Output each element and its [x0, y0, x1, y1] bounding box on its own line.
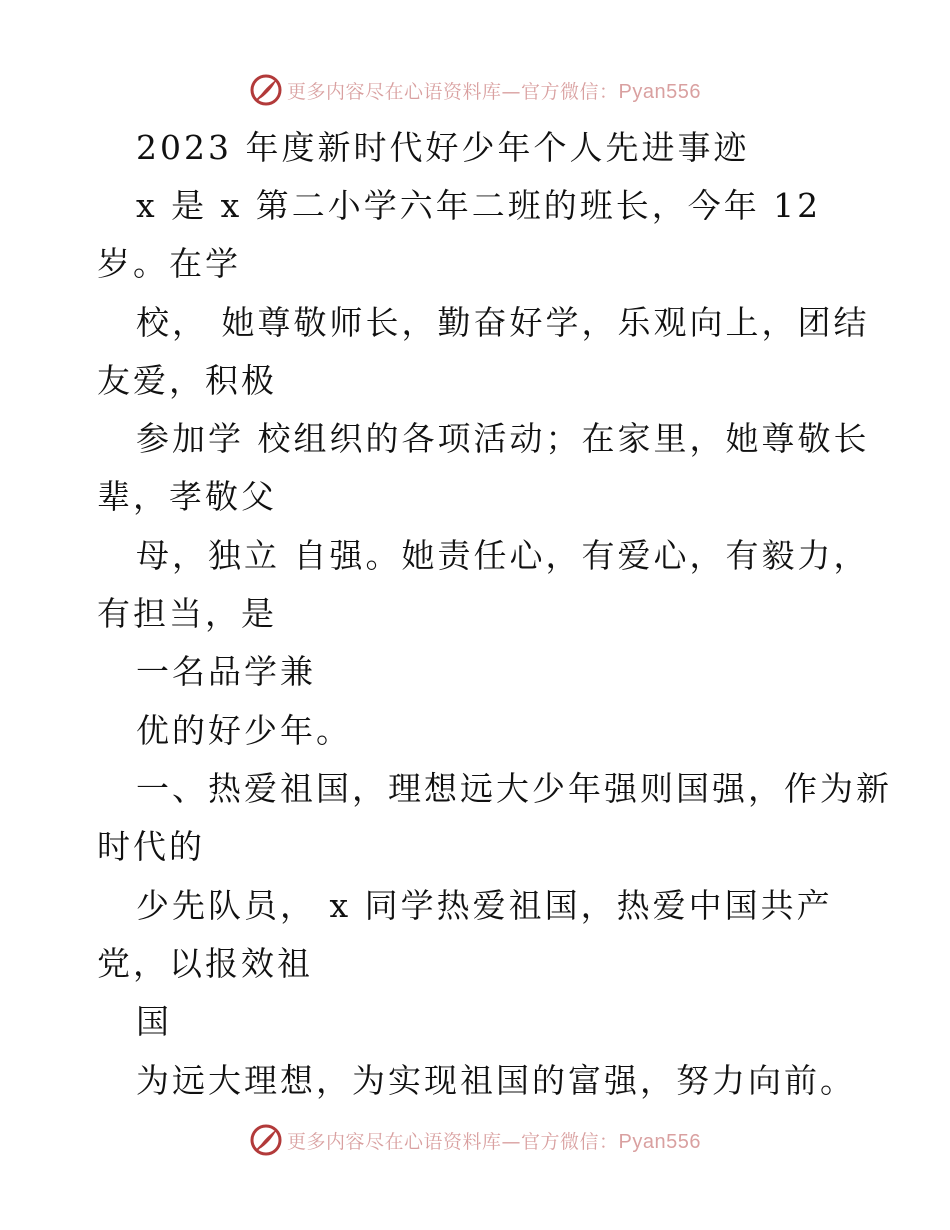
paragraph-line: 党，以报效祖	[97, 944, 313, 983]
paragraph-line: 有担当，是	[97, 594, 277, 633]
footer-watermark	[0, 1120, 950, 1160]
feather-pen-logo-icon	[249, 73, 283, 107]
paragraph-line: 辈，孝敬父	[97, 477, 277, 516]
paragraph-line: 少先队员， x 同学热爱祖国，热爱中国共产	[136, 886, 833, 925]
paragraph-line: 国	[136, 1002, 172, 1041]
watermark-dash: —	[501, 80, 522, 103]
paragraph-line: 优的好少年。	[136, 711, 352, 750]
watermark-title: 更多内容尽在心语资料库	[287, 80, 502, 103]
section-heading-line: 一、热爱祖国，理想远大少年强则国强，作为新	[136, 769, 892, 808]
paragraph-line: 一名品学兼	[136, 652, 316, 691]
watermark-dash: —	[501, 1130, 522, 1153]
paragraph-line: 母，独立 自强。她责任心，有爱心，有毅力，	[136, 536, 870, 575]
watermark-title: 更多内容尽在心语资料库	[287, 1130, 502, 1153]
feather-pen-logo-icon	[249, 1123, 283, 1157]
watermark-suffix: 官方微信：	[521, 80, 619, 103]
paragraph-line: 校， 她尊敬师长，勤奋好学，乐观向上，团结	[136, 303, 870, 342]
watermark-text	[287, 77, 701, 104]
paragraph-line: x 是 x 第二小学六年二班的班长，今年 12	[136, 186, 822, 225]
paragraph-line: 时代的	[97, 827, 205, 866]
watermark-suffix: 官方微信：	[521, 1130, 619, 1153]
watermark-id: Pyan556	[618, 1130, 701, 1153]
document-title: 2023 年度新时代好少年个人先进事迹	[136, 128, 750, 167]
paragraph-line: 为远大理想，为实现祖国的富强，努力向前。	[136, 1061, 856, 1100]
paragraph-line: 岁。在学	[97, 244, 241, 283]
watermark-id: Pyan556	[618, 80, 701, 103]
watermark-text	[287, 1127, 701, 1154]
paragraph-line: 友爱，积极	[97, 361, 277, 400]
header-watermark	[0, 70, 950, 110]
paragraph-line: 参加学 校组织的各项活动；在家里，她尊敬长	[136, 419, 870, 458]
